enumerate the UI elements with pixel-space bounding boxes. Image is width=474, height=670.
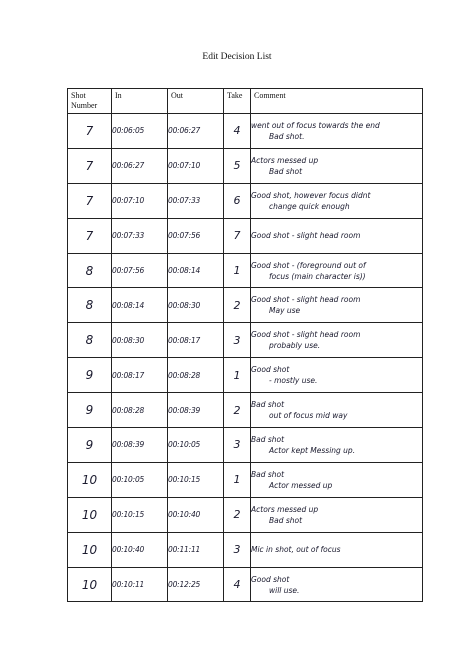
table-row (68, 567, 423, 602)
comment-cell (251, 358, 423, 393)
comment-line: Good shot, however focus didnt (251, 190, 371, 200)
shot-number-cell: 8 (68, 323, 112, 358)
out-timecode-cell: 00:06:27 (168, 114, 224, 149)
in-timecode-cell: 00:06:27 (112, 148, 168, 183)
in-timecode-cell: 00:07:56 (112, 253, 168, 288)
out-timecode-cell: 00:07:33 (168, 183, 224, 218)
comment-line: Good shot (251, 365, 290, 375)
comment-cell (251, 148, 423, 183)
in-timecode-cell: 00:07:33 (112, 218, 168, 253)
comment-line: May use (269, 306, 301, 316)
out-timecode-cell: 00:08:14 (168, 253, 224, 288)
table-row (68, 253, 423, 288)
table-row (68, 428, 423, 463)
out-timecode-cell: 00:07:56 (168, 218, 224, 253)
take-cell: 1 (224, 358, 251, 393)
out-timecode-cell: 00:08:30 (168, 288, 224, 323)
table-row (68, 288, 423, 323)
take-cell: 4 (224, 114, 251, 149)
shot-number-cell: 8 (68, 253, 112, 288)
out-timecode-cell: 00:08:39 (168, 393, 224, 428)
take-cell: 2 (224, 497, 251, 532)
table-body (68, 114, 423, 602)
comment-line: Bad shot (251, 469, 285, 479)
table-row (68, 497, 423, 532)
comment-line: Actors messed up (251, 155, 319, 165)
comment-cell (251, 462, 423, 497)
shot-number-cell: 9 (68, 428, 112, 463)
shot-number-cell: 10 (68, 532, 112, 567)
comment-line: Good shot - (foreground out of (251, 260, 366, 270)
comment-line: Mic in shot, out of focus (251, 545, 341, 555)
comment-line: Bad shot (269, 166, 303, 176)
out-timecode-cell: 00:08:28 (168, 358, 224, 393)
take-cell: 5 (224, 148, 251, 183)
comment-cell (251, 567, 423, 602)
comment-cell (251, 532, 423, 567)
table-row (68, 323, 423, 358)
comment-line: Good shot - slight head room (251, 330, 361, 340)
comment-cell (251, 114, 423, 149)
header-comment: Comment (251, 89, 423, 114)
out-timecode-cell: 00:10:05 (168, 428, 224, 463)
comment-line: Bad shot (251, 400, 285, 410)
comment-cell (251, 183, 423, 218)
comment-line: focus (main character is)) (269, 271, 366, 281)
page-title: Edit Decision List (202, 52, 272, 62)
shot-number-cell: 10 (68, 462, 112, 497)
out-timecode-cell: 00:10:40 (168, 497, 224, 532)
in-timecode-cell: 00:10:11 (112, 567, 168, 602)
comment-line: Good shot - slight head room (251, 231, 361, 241)
in-timecode-cell: 00:10:05 (112, 462, 168, 497)
in-timecode-cell: 00:08:14 (112, 288, 168, 323)
take-cell: 1 (224, 462, 251, 497)
comment-cell (251, 428, 423, 463)
header-in: In (112, 89, 168, 114)
shot-number-cell: 9 (68, 393, 112, 428)
comment-cell (251, 323, 423, 358)
shot-number-cell: 10 (68, 567, 112, 602)
comment-line: Actor kept Messing up. (269, 445, 356, 455)
shot-number-cell: 7 (68, 114, 112, 149)
comment-cell (251, 253, 423, 288)
in-timecode-cell: 00:10:40 (112, 532, 168, 567)
in-timecode-cell: 00:08:39 (112, 428, 168, 463)
out-timecode-cell: 00:11:11 (168, 532, 224, 567)
comment-line: Actor messed up (269, 480, 333, 490)
in-timecode-cell: 00:06:05 (112, 114, 168, 149)
table-row (68, 393, 423, 428)
table-header-row (68, 89, 423, 114)
take-cell: 4 (224, 567, 251, 602)
shot-number-cell: 7 (68, 148, 112, 183)
take-cell: 3 (224, 532, 251, 567)
edit-decision-table (67, 88, 423, 602)
out-timecode-cell: 00:07:10 (168, 148, 224, 183)
header-shot-number: Shot Number (68, 89, 112, 114)
comment-cell (251, 218, 423, 253)
table-row (68, 148, 423, 183)
out-timecode-cell: 00:08:17 (168, 323, 224, 358)
comment-cell (251, 393, 423, 428)
comment-cell (251, 288, 423, 323)
in-timecode-cell: 00:08:28 (112, 393, 168, 428)
in-timecode-cell: 00:08:17 (112, 358, 168, 393)
table-row (68, 183, 423, 218)
table-row (68, 218, 423, 253)
comment-line: Good shot - slight head room (251, 295, 361, 305)
comment-line: went out of focus towards the end (251, 120, 380, 130)
shot-number-cell: 7 (68, 183, 112, 218)
take-cell: 3 (224, 323, 251, 358)
comment-line: will use. (269, 585, 300, 595)
table-row (68, 462, 423, 497)
shot-number-cell: 8 (68, 288, 112, 323)
out-timecode-cell: 00:12:25 (168, 567, 224, 602)
take-cell: 7 (224, 218, 251, 253)
out-timecode-cell: 00:10:15 (168, 462, 224, 497)
table-row (68, 114, 423, 149)
take-cell: 3 (224, 428, 251, 463)
comment-line: Bad shot. (269, 131, 305, 141)
comment-line: out of focus mid way (269, 411, 348, 421)
table-row (68, 358, 423, 393)
comment-line: change quick enough (269, 201, 350, 211)
comment-cell (251, 497, 423, 532)
in-timecode-cell: 00:07:10 (112, 183, 168, 218)
shot-number-cell: 10 (68, 497, 112, 532)
take-cell: 2 (224, 393, 251, 428)
comment-line: probably use. (269, 341, 321, 351)
header-out: Out (168, 89, 224, 114)
take-cell: 1 (224, 253, 251, 288)
comment-line: Actors messed up (251, 504, 319, 514)
comment-line: Good shot (251, 574, 290, 584)
comment-line: - mostly use. (269, 376, 318, 386)
table-row (68, 532, 423, 567)
shot-number-cell: 9 (68, 358, 112, 393)
take-cell: 6 (224, 183, 251, 218)
comment-line: Bad shot (269, 515, 303, 525)
in-timecode-cell: 00:08:30 (112, 323, 168, 358)
header-take: Take (224, 89, 251, 114)
comment-line: Bad shot (251, 434, 285, 444)
in-timecode-cell: 00:10:15 (112, 497, 168, 532)
shot-number-cell: 7 (68, 218, 112, 253)
take-cell: 2 (224, 288, 251, 323)
